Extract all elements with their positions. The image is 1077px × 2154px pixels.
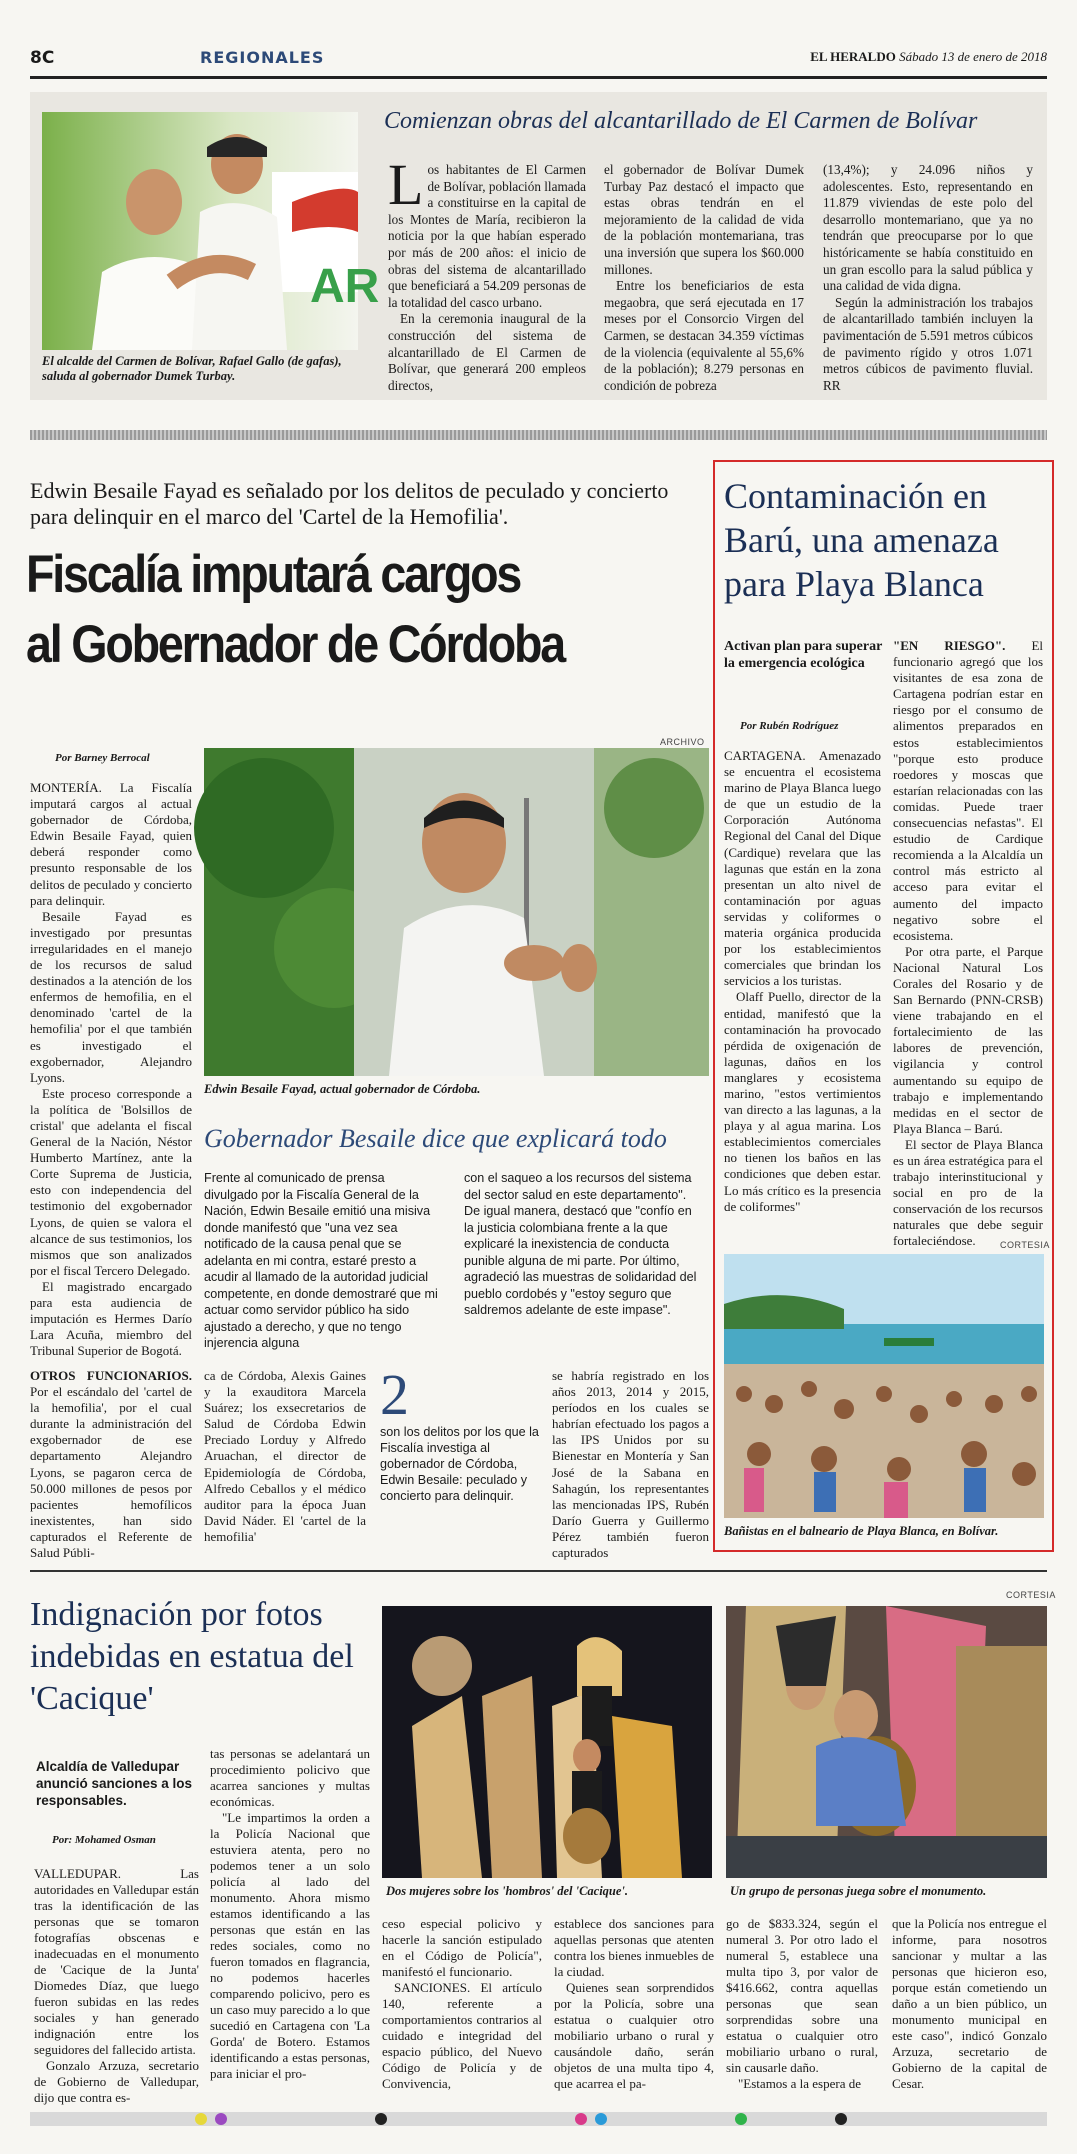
section-label: REGIONALES bbox=[200, 48, 325, 67]
otros-lead: OTROS FUNCIONARIOS. bbox=[30, 1368, 192, 1383]
bottom-col3 bbox=[382, 1916, 542, 2096]
bottom-caption-2: Un grupo de personas juega sobre el monumento. bbox=[730, 1884, 987, 1898]
top-story-col3 bbox=[823, 162, 1033, 393]
top-story-col3-p2: Según la administración los trabajos de alcantarillado también incluyen la pavimentación de 5.591 metros cúbicos de pavimento rígido y otros 1.071 metros cúbicos de pavimento fluvial. RR bbox=[823, 294, 1033, 393]
bottom-photo-credit: CORTESIA bbox=[1006, 1590, 1056, 1600]
bottom-col2 bbox=[210, 1746, 370, 2096]
svg-text:AR: AR bbox=[310, 260, 380, 313]
bottom-col1 bbox=[34, 1866, 199, 2105]
sub-col1: Frente al comunicado de prensa divulgado por la Fiscalía General de la Nación, Edwin Besaile emitió una misiva donde manifestó que "una vez sea notificado de la causa penal que se adelanta en mi contra, estaré presto a acudir al llamado de la autoridad judicial competente, en donde demostraré que mi actuar como servidor público ha sido ajustado a derecho, y que no tengo injerencia alguna bbox=[204, 1171, 438, 1350]
top-story-headline: Comienzan obras del alcantarillado de El Carmen de Bolívar bbox=[384, 108, 978, 134]
otros-text: Por el escándalo del 'cartel de la hemofilia', por el cual durante la administración del exgobernador de ese departamento Alejandro Lyons, se pagaron cerca de 50.000 millones de pesos por pacientes hemofílicos inexistentes, han sido capturados el Referente de Salud Públi- bbox=[30, 1384, 192, 1561]
sidebar-col2-text1: El funcionario agregó que los visitantes de esa zona de Cartagena podrían estar en riesgo por el consumo de alimentos preparados en estos establecimientos "porque esto produce roedores y moscas que estarían relacionadas con las comidas. Puede traer consecuencias nefastas". El estudio de Cardique recomienda a la Alcaldía un control más estricto al acceso para evitar el aumento del impacto negativo sobre el ecosistema. bbox=[893, 638, 1043, 943]
stat-text: son los delitos por los que la Fiscalía investiga al gobernador de Córdoba, Edwin Besaile: peculado y concierto para delinquir. bbox=[380, 1425, 539, 1503]
sidebar-col2-p3: El sector de Playa Blanca es un área estratégica para el trabajo interinstitucional y social en pro de la conservación de los recursos naturales que debe seguir fortaleciéndose. bbox=[893, 1136, 1043, 1249]
sidebar-caption: Bañistas en el balneario de Playa Blanca, en Bolívar. bbox=[724, 1524, 999, 1538]
bottom-byline: Por: Mohamed Osman bbox=[52, 1834, 156, 1846]
sidebar-deck: Activan plan para superar la emergencia ecológica bbox=[724, 639, 883, 671]
sidebar-col2-p1 bbox=[893, 638, 1043, 944]
sidebar-col2-p2: Por otra parte, el Parque Nacional Natural Los Corales del Rosario y de San Bernardo (PNN-CRSB) viene trabajando en el fortalecimiento de las labores de prevención, vigilancia y control aumentando su equipo de trabajo e implementando medidas en el sector de Playa Blanca – Barú. bbox=[893, 943, 1043, 1136]
masthead bbox=[810, 49, 1047, 65]
main-headline-line2: al Gobernador de Córdoba bbox=[26, 615, 565, 674]
top-story-col2-p2: Entre los beneficiarios de esta megaobra, que será ejecutada en 17 meses por el Consorcio Virgen del Carmen, se destacan 34.359 víctimas de la violencia (equivalente al 55,6% de la población); 8.279 personas en condición de pobreza bbox=[604, 278, 804, 393]
bottom-col1-p1: VALLEDUPAR. Las autoridades en Valledupar están tras la identificación de las personas que se tomaron fotografías obscenas e inadecuadas en el monumento de 'Cacique de la Junta' Diomedes Díaz, que luego fueron subidas en las redes sociales y han generado indignación entre los seguidores del fallecido artista. bbox=[34, 1866, 199, 2057]
section-rule bbox=[30, 1570, 1047, 1572]
bottom-photo-1 bbox=[382, 1606, 712, 1878]
registration-mark-black bbox=[375, 2113, 387, 2125]
registration-mark-magenta bbox=[575, 2113, 587, 2125]
bottom-col4-p1: establece dos sanciones para aquellas personas que atenten contra los bienes inmuebles de la ciudad. bbox=[554, 1916, 714, 1979]
top-story-col1-p2: En la ceremonia inaugural de la construcción del sistema de alcantarillado de El Carmen de Bolívar, que generará 200 empleos directos, bbox=[388, 311, 586, 393]
main-bottom-col4 bbox=[552, 1368, 709, 1561]
main-byline: Por Barney Berrocal bbox=[55, 752, 150, 764]
sidebar-byline: Por Rubén Rodríguez bbox=[740, 720, 839, 732]
main-left-col bbox=[30, 780, 192, 1359]
bottom-col4 bbox=[554, 1916, 714, 2096]
main-bottom-col4-p: se habría registrado en los años 2013, 2014 y 2015, períodos en los cuales se habrían efectuado los pagos a las IPS Unidos por su Bienestar en Montería y San José de la Sabana en Sahagún, los representantes las mencionadas IPS, Rubén Darío Guerra y Guillermo Pérez también fueron capturados bbox=[552, 1368, 709, 1561]
bottom-col1-p2: Gonzalo Arzuza, secretario de Gobierno de Valledupar, dijo que contra es- bbox=[34, 2058, 199, 2105]
header-rule bbox=[30, 76, 1047, 79]
sidebar-photo bbox=[724, 1254, 1044, 1518]
paper-name: EL HERALDO bbox=[810, 49, 896, 64]
stat-box bbox=[380, 1362, 545, 1504]
main-photo-caption: Edwin Besaile Fayad, actual gobernador de Córdoba. bbox=[204, 1082, 481, 1096]
main-left-p2: Besaile Fayad es investigado por presuntas irregularidades en el manejo de los recursos de salud destinados a la atención de los enfermos de hemofilia, en el denominado 'cartel de la hemofilia' por el que también es investigado el exgobernador, Alejandro Lyons. bbox=[30, 908, 192, 1085]
main-bottom-col2-p: ca de Córdoba, Alexis Gaines y la exauditora Marcela Suárez; los exsecretarios de Salud de Córdoba Edwin Preciado Lorduy y Alfredo Aruachan, el director de Epidemiología de Córdoba, Alfredo Ceballos y el médico auditor para la época Juan David Náder. El 'cartel de la hemofilia' bbox=[204, 1368, 366, 1544]
sidebar-col1-p2: Olaff Puello, director de la entidad, manifestó que la contaminación ha provocado pérdida de oxigenación de lagunas, daños en los manglares y ecosistema marino, "estos vertimientos van directo a las lagunas, a la playa y al agua marina. Los establecimientos comerciales no tienen los baños en las condiciones que deben estar. Lo más crítico es la presencia de coliformes" bbox=[724, 989, 881, 1214]
registration-mark-purple bbox=[215, 2113, 227, 2125]
top-story-col3-p1: (13,4%); y 24.096 niños y adolescentes. Esto, representando en 11.879 viviendas de este polo del desarrollo montemariano, que ya no tendrán que preocuparse por lo que históricamente se había constituido en un gran escollo para la salud pública y una calidad de vida digna. bbox=[823, 162, 1033, 294]
registration-mark-cyan bbox=[595, 2113, 607, 2125]
bottom-col5-p1: go de $833.324, según el numeral 3. Por otro lado el numeral 5, establece una multa tipo 3, por valor de $416.662, contra aquellas personas que sean sorprendidas sobre una estatua o cualquier otro mobiliario urbano o rural, sin causarle daño. bbox=[726, 1916, 878, 2075]
main-bottom-col1 bbox=[30, 1368, 192, 1561]
top-story-col2-p1: el gobernador de Bolívar Dumek Turbay Paz destacó el impacto que estas obras tendrán en el mejoramiento de la calidad de vida de la población montemariana, tras una inversión que supera los $60.000 millones. bbox=[604, 162, 804, 277]
main-bottom-col1-p bbox=[30, 1368, 192, 1561]
bottom-col2-p2: "Le impartimos la orden a la Policía Nacional que estuviera atenta, pero no podemos tener a un solo policía al lado del monumento. Ahora mismo estamos identificando a las personas que están en las redes sociales, como no fueron tomados en flagrancia, no podemos hacerles comparendo policivo, pero es un caso muy parecido a lo que sucedió en Cartagena con 'La Gorda' de Botero. Estamos identificando a estas personas, para iniciar el pro- bbox=[210, 1810, 370, 2081]
bottom-caption-1: Dos mujeres sobre los 'hombros' del 'Cacique'. bbox=[386, 1884, 629, 1898]
sidebar-photo-credit: CORTESIA bbox=[1000, 1240, 1050, 1250]
page-number: 8C bbox=[30, 48, 55, 68]
registration-mark-green bbox=[735, 2113, 747, 2125]
bottom-col4-p2: Quienes sean sorprendidos por la Policía, sobre una estatua o cualquier otro mobiliario urbano o rural y causándole daño, serán objetos de una multa tipo 4, que acarrea el pa- bbox=[554, 1980, 714, 2091]
bottom-col3-p1: ceso especial policivo y hacerle la sanción estipulado en el Código de Policía", manifestó el funcionario. bbox=[382, 1916, 542, 1979]
sidebar-col1 bbox=[724, 748, 881, 1228]
main-photo-credit: ARCHIVO bbox=[660, 737, 705, 747]
bottom-photo-2 bbox=[726, 1606, 1047, 1878]
top-story-photo bbox=[42, 112, 380, 350]
issue-date: Sábado 13 de enero de 2018 bbox=[899, 49, 1047, 64]
registration-mark-yellow bbox=[195, 2113, 207, 2125]
sidebar-col1-p1: CARTAGENA. Amenazado se encuentra el ecosistema marino de Playa Blanca luego de que un estudio de la Corporación Autónoma Regional del Canal del Dique (Cardique) revelara que las lagunas que están en la zona presentan un alto nivel de contaminación por aguas servidas y coliformes o materia orgánica producida por los establecimientos comerciales que brindan los servicios a los turistas. bbox=[724, 748, 881, 989]
main-bottom-col2 bbox=[204, 1368, 366, 1548]
top-story-caption: El alcalde del Carmen de Bolívar, Rafael Gallo (de gafas), saluda al gobernador Dumek Turbay. bbox=[42, 354, 342, 383]
top-story-col1-text1: os habitantes de El Carmen de Bolívar, población llamada a constituirse en la capital de los Montes de María, recibieron la noticia por la que habían esperado por más de 200 años: el inicio de obras del sistema de alcantarillado que beneficiará a 54.209 personas de la totalidad del casco urbano. bbox=[388, 162, 586, 310]
top-story-col1 bbox=[388, 152, 586, 393]
drop-cap: L bbox=[388, 152, 424, 217]
stat-number: 2 bbox=[380, 1362, 409, 1427]
bottom-deck: Alcaldía de Valledupar anunció sanciones a los responsables. bbox=[36, 1759, 193, 1808]
bottom-col2-p1: tas personas se adelantará un procedimiento policivo que acarrea sanciones y multas económicas. bbox=[210, 1746, 370, 1809]
bottom-col6-p1: que la Policía nos entregue el informe, para nosotros sancionar y multar a las personas que hicieron eso, porque están cometiendo un daño a un bien público, un monumento municipal en este caso", indicó Gonzalo Arzuza, secretario de Gobierno de la capital de Cesar. bbox=[892, 1916, 1047, 2091]
main-left-p4: El magistrado encargado para esta audiencia de imputación es Hermes Darío Lara Acuña, miembro del Tribunal Superior de Bogotá. bbox=[30, 1278, 192, 1359]
en-riesgo-lead: "EN RIESGO". bbox=[893, 638, 1006, 653]
sub-headline: Gobernador Besaile dice que explicará todo bbox=[204, 1124, 667, 1153]
main-kicker: Edwin Besaile Fayad es señalado por los delitos de peculado y concierto para delinquir en el marco del 'Cartel de la Hemofilia'. bbox=[30, 478, 669, 529]
bottom-col5-p2: "Estamos a la espera de bbox=[738, 2076, 861, 2091]
main-headline-line1: Fiscalía imputará cargos bbox=[26, 545, 521, 604]
bottom-col6 bbox=[892, 1916, 1047, 2096]
main-left-p3: Este proceso corresponde a la política de 'Bolsillos de cristal' que adelanta el fiscal General de la Nación, Néstor Humberto Martínez, ante la Corte Suprema de Justicia, esto con independencia del testimonio del exgobernador Lyons, de quien se valora el alcance de sus testimonios, los mismos que son analizados por el fiscal Tercero Delegado. bbox=[30, 1085, 192, 1278]
print-strip bbox=[30, 2112, 1047, 2126]
top-story-col2 bbox=[604, 162, 804, 393]
main-headline bbox=[26, 540, 633, 680]
bottom-col5 bbox=[726, 1916, 878, 2096]
sidebar-headline: Contaminación en Barú, una amenaza para Playa Blanca bbox=[724, 476, 999, 604]
main-photo bbox=[204, 748, 709, 1076]
registration-mark-black-2 bbox=[835, 2113, 847, 2125]
bottom-col3-p2: SANCIONES. El artículo 140, referente a comportamientos contrarios al cuidado e integridad del espacio público, del Nuevo Código de Policía y de Convivencia, bbox=[382, 1980, 542, 2091]
main-left-p1: MONTERÍA. La Fiscalía imputará cargos al actual gobernador de Córdoba, Edwin Besaile Fayad, quien deberá responder como presunto responsable de los delitos de peculado y concierto para delinquir. bbox=[30, 780, 192, 908]
top-story-col1-p1 bbox=[388, 152, 586, 311]
sub-col2: con el saqueo a los recursos del sistema del sector salud en este departamento". De igual manera, destacó que "confío en la justicia colombiana frente a la que explicaré la inexistencia de conducta punible alguna de mi parte. Por último, agradeció las muestras de solidaridad del pueblo cordobés y "estoy seguro que saldremos adelante de este impase". bbox=[464, 1171, 697, 1317]
bottom-headline: Indignación por fotos indebidas en estatua del 'Cacique' bbox=[30, 1596, 354, 1717]
divider-bar bbox=[30, 430, 1047, 440]
